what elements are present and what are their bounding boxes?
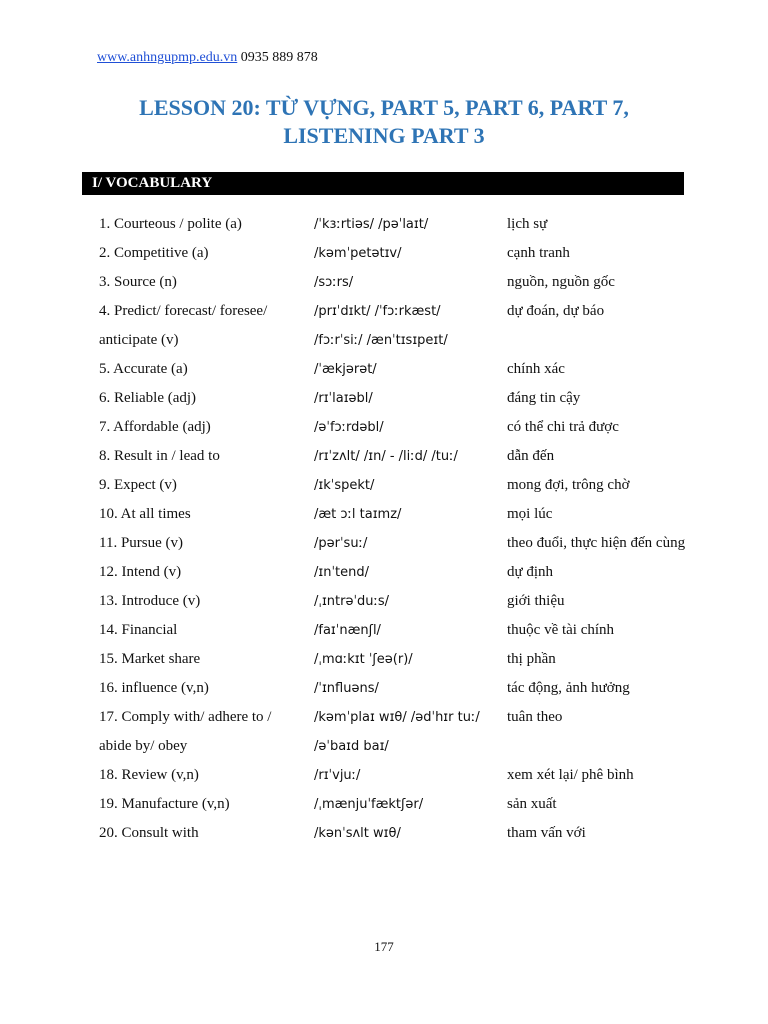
vocab-term: 11. Pursue (v)	[99, 535, 184, 551]
vocab-term: 2. Competitive (a)	[99, 245, 209, 261]
vocab-meaning: dự đoán, dự báo	[507, 303, 605, 319]
vocab-pronunciation: /rɪˈvjuː/	[314, 768, 361, 783]
vocab-term: abide by/ obey	[99, 738, 188, 754]
vocab-term: 16. influence (v,n)	[99, 680, 209, 696]
header-contact	[97, 50, 318, 66]
vocab-meaning: giới thiệu	[507, 593, 565, 609]
vocab-pronunciation: /pərˈsuː/	[314, 536, 368, 551]
vocab-term: 15. Market share	[99, 651, 201, 667]
vocab-row	[0, 471, 768, 500]
vocab-row	[0, 355, 768, 384]
vocab-pronunciation: /ˈkɜːrtiəs/ /pəˈlaɪt/	[314, 217, 429, 232]
page-number: 177	[374, 939, 394, 954]
vocab-meaning: tham vấn với	[507, 825, 586, 841]
vocab-row	[0, 587, 768, 616]
vocab-meaning: theo đuổi, thực hiện đến cùng	[507, 535, 686, 551]
vocab-meaning: cạnh tranh	[507, 245, 570, 261]
vocab-pronunciation: /ˌmɑːkɪt ˈʃeə(r)/	[314, 652, 413, 667]
title-line-2: LISTENING PART 3	[283, 123, 485, 148]
vocab-term: 17. Comply with/ adhere to /	[99, 709, 272, 725]
vocab-term: 3. Source (n)	[99, 274, 177, 290]
vocab-meaning: xem xét lại/ phê bình	[507, 767, 634, 783]
vocab-pronunciation: /ˈækjərət/	[314, 362, 377, 377]
website-link[interactable]: www.anhngupmp.edu.vn	[97, 50, 238, 65]
vocab-row	[0, 500, 768, 529]
vocab-row	[0, 732, 768, 761]
vocab-term: 4. Predict/ forecast/ foresee/	[99, 303, 268, 319]
vocab-meaning: sản xuất	[507, 796, 557, 812]
vocab-meaning: dự định	[507, 564, 554, 580]
vocab-row	[0, 442, 768, 471]
vocab-pronunciation: /sɔːrs/	[314, 275, 354, 290]
vocab-row	[0, 819, 768, 848]
vocab-row	[0, 645, 768, 674]
vocab-pronunciation: /faɪˈnænʃl/	[314, 623, 381, 638]
phone-number: 0935 889 878	[240, 50, 318, 65]
vocab-pronunciation: /rɪˈlaɪəbl/	[314, 391, 373, 406]
vocab-row	[0, 297, 768, 326]
vocab-row	[0, 790, 768, 819]
vocab-meaning: chính xác	[507, 361, 565, 377]
vocab-term: 7. Affordable (adj)	[99, 419, 211, 435]
vocab-term: 8. Result in / lead to	[99, 448, 220, 464]
vocab-row	[0, 210, 768, 239]
vocab-meaning: có thể chi trả được	[507, 419, 619, 435]
vocab-pronunciation: /kəmˈpetətɪv/	[314, 246, 402, 261]
vocab-pronunciation: /ˌɪntrəˈduːs/	[314, 594, 390, 609]
vocab-term: 9. Expect (v)	[99, 477, 177, 493]
vocab-pronunciation: /ˌmænjuˈfæktʃər/	[314, 797, 424, 812]
vocab-pronunciation: /ɪkˈspekt/	[314, 478, 375, 493]
vocab-pronunciation: /prɪˈdɪkt/ /ˈfɔːrkæst/	[314, 304, 441, 319]
vocab-meaning: đáng tin cậy	[507, 390, 581, 406]
vocab-term: 14. Financial	[99, 622, 178, 638]
vocab-meaning: thuộc về tài chính	[507, 622, 615, 638]
vocab-row	[0, 529, 768, 558]
vocab-meaning: dẫn đến	[507, 448, 555, 464]
vocab-row	[0, 703, 768, 732]
vocab-row	[0, 384, 768, 413]
vocab-term: 19. Manufacture (v,n)	[99, 796, 230, 812]
title-line-1: LESSON 20: TỪ VỰNG, PART 5, PART 6, PART 7,	[139, 95, 629, 120]
vocab-meaning: tuân theo	[507, 709, 563, 725]
vocab-term: 6. Reliable (adj)	[99, 390, 197, 406]
vocab-pronunciation: /rɪˈzʌlt/ /ɪn/ - /liːd/ /tuː/	[314, 449, 458, 464]
vocab-meaning: nguồn, nguồn gốc	[507, 274, 615, 290]
vocab-meaning: mọi lúc	[507, 506, 553, 522]
vocab-term: 5. Accurate (a)	[99, 361, 188, 377]
vocab-row	[0, 616, 768, 645]
vocab-meaning: thị phần	[507, 651, 556, 667]
vocab-pronunciation: /kənˈsʌlt wɪθ/	[314, 826, 401, 841]
vocab-row	[0, 326, 768, 355]
vocab-pronunciation: /ɪnˈtend/	[314, 565, 369, 580]
vocab-meaning: tác động, ảnh hưởng	[507, 680, 630, 696]
vocab-pronunciation: /fɔːrˈsiː/ /ænˈtɪsɪpeɪt/	[314, 333, 448, 348]
vocab-term: 20. Consult with	[99, 825, 199, 841]
vocabulary-list	[0, 210, 768, 848]
vocab-row	[0, 268, 768, 297]
vocab-row	[0, 413, 768, 442]
vocab-term: 13. Introduce (v)	[99, 593, 201, 609]
vocab-pronunciation: /kəmˈplaɪ wɪθ/ /ədˈhɪr tuː/	[314, 710, 480, 725]
vocab-pronunciation: /æt ɔːl taɪmz/	[314, 507, 402, 522]
section-heading: I/ VOCABULARY	[82, 172, 684, 195]
vocab-pronunciation: /əˈfɔːrdəbl/	[314, 420, 384, 435]
vocab-row	[0, 239, 768, 268]
vocab-pronunciation: /əˈbaɪd baɪ/	[314, 739, 389, 754]
vocab-term: 12. Intend (v)	[99, 564, 182, 580]
vocab-meaning: mong đợi, trông chờ	[507, 477, 630, 493]
vocab-row	[0, 674, 768, 703]
vocab-term: 1. Courteous / polite (a)	[99, 216, 242, 232]
vocab-row	[0, 558, 768, 587]
page-title	[0, 94, 768, 150]
vocab-pronunciation: /ˈɪnfluəns/	[314, 681, 379, 696]
vocab-term: anticipate (v)	[99, 332, 179, 348]
vocab-term: 18. Review (v,n)	[99, 767, 199, 783]
vocab-row	[0, 761, 768, 790]
vocab-meaning: lịch sự	[507, 216, 548, 232]
vocab-term: 10. At all times	[99, 506, 191, 522]
